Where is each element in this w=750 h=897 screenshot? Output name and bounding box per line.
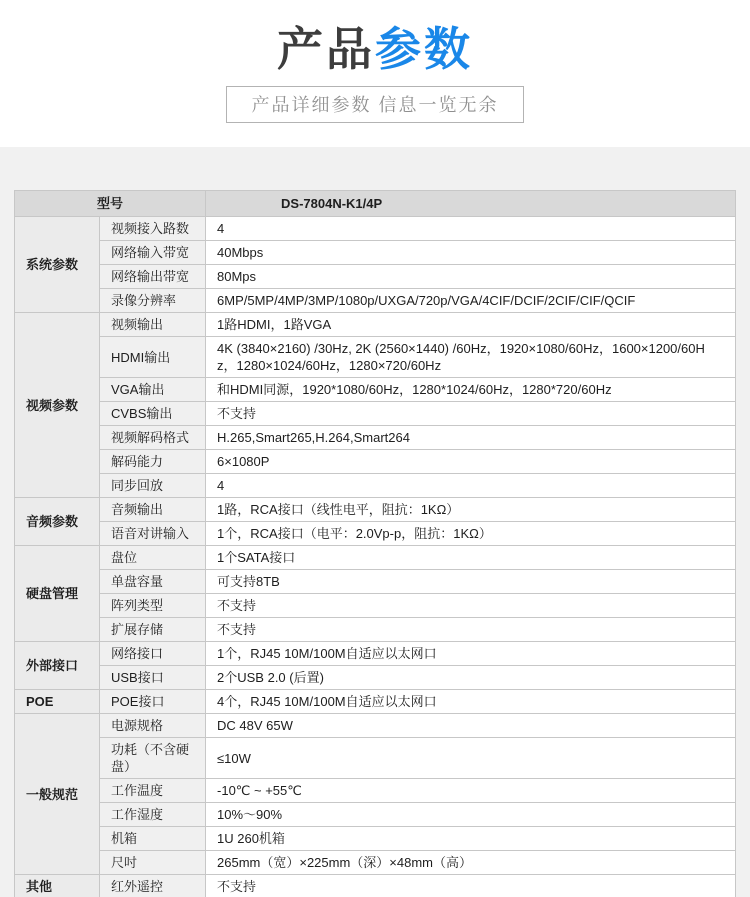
- param-name-cell: 阵列类型: [100, 594, 206, 618]
- spec-row: [15, 450, 736, 474]
- param-value-cell: 1个，RCA接口（电平：2.0Vp-p，阻抗：1KΩ）: [206, 522, 736, 546]
- param-value-cell: 40Mbps: [206, 241, 736, 265]
- param-name-cell: 机箱: [100, 827, 206, 851]
- spec-row: [15, 217, 736, 241]
- spec-row: [15, 803, 736, 827]
- param-name-cell: 电源规格: [100, 714, 206, 738]
- param-name-cell: 录像分辨率: [100, 289, 206, 313]
- param-value-cell: 265mm（宽）×225mm（深）×48mm（高）: [206, 851, 736, 875]
- param-value-cell: 4K (3840×2160) /30Hz, 2K (2560×1440) /60Hz，1920×1080/60Hz，1600×1200/60Hz，1280×1024/60Hz，1280×720/60Hz: [206, 337, 736, 378]
- param-name-cell: 网络接口: [100, 642, 206, 666]
- param-value-cell: 80Mps: [206, 265, 736, 289]
- param-value-cell: 1U 260机箱: [206, 827, 736, 851]
- spec-row: [15, 666, 736, 690]
- model-label-cell: 型号: [15, 191, 206, 217]
- spec-row: [15, 426, 736, 450]
- param-name-cell: 红外遥控: [100, 875, 206, 897]
- spec-row: [15, 642, 736, 666]
- param-name-cell: 功耗（不含硬盘）: [100, 738, 206, 779]
- category-cell: 视频参数: [15, 313, 100, 498]
- param-name-cell: 工作湿度: [100, 803, 206, 827]
- spec-row: [15, 618, 736, 642]
- page-title-blue-part: 参数: [375, 23, 473, 75]
- category-cell: 外部接口: [15, 642, 100, 690]
- param-name-cell: CVBS输出: [100, 402, 206, 426]
- param-value-cell: 1个SATA接口: [206, 546, 736, 570]
- param-name-cell: 视频接入路数: [100, 217, 206, 241]
- spec-table: [14, 190, 736, 897]
- spec-row: [15, 594, 736, 618]
- param-name-cell: 网络输出带宽: [100, 265, 206, 289]
- param-name-cell: 盘位: [100, 546, 206, 570]
- param-value-cell: 和HDMI同源，1920*1080/60Hz，1280*1024/60Hz，1280*720/60Hz: [206, 378, 736, 402]
- param-value-cell: DC 48V 65W: [206, 714, 736, 738]
- page-title: [0, 24, 750, 75]
- spec-row: [15, 289, 736, 313]
- param-value-cell: H.265,Smart265,H.264,Smart264: [206, 426, 736, 450]
- page-title-dark-part: 产品: [277, 23, 375, 75]
- hero-section: [0, 0, 750, 147]
- spec-row: [15, 570, 736, 594]
- param-name-cell: 单盘容量: [100, 570, 206, 594]
- param-name-cell: 语音对讲输入: [100, 522, 206, 546]
- param-value-cell: ≤10W: [206, 738, 736, 779]
- param-value-cell: 不支持: [206, 618, 736, 642]
- spec-row: [15, 498, 736, 522]
- category-cell: POE: [15, 690, 100, 714]
- param-name-cell: 音频输出: [100, 498, 206, 522]
- spec-row: [15, 827, 736, 851]
- param-name-cell: 工作温度: [100, 779, 206, 803]
- spec-row: [15, 402, 736, 426]
- param-value-cell: 1个，RJ45 10M/100M自适应以太网口: [206, 642, 736, 666]
- spec-row: [15, 738, 736, 779]
- category-cell: 音频参数: [15, 498, 100, 546]
- model-value-cell: DS-7804N-K1/4P: [206, 191, 736, 217]
- param-name-cell: 扩展存储: [100, 618, 206, 642]
- spec-row: [15, 546, 736, 570]
- spec-row: [15, 265, 736, 289]
- param-value-cell: 1路，RCA接口（线性电平，阻抗：1KΩ）: [206, 498, 736, 522]
- spec-row: [15, 779, 736, 803]
- param-name-cell: HDMI输出: [100, 337, 206, 378]
- param-value-cell: 不支持: [206, 594, 736, 618]
- spec-row: [15, 851, 736, 875]
- param-value-cell: 4: [206, 217, 736, 241]
- param-value-cell: 可支持8TB: [206, 570, 736, 594]
- param-name-cell: 尺吋: [100, 851, 206, 875]
- category-cell: 硬盘管理: [15, 546, 100, 642]
- spec-row: [15, 378, 736, 402]
- spec-row: [15, 690, 736, 714]
- category-cell: 系统参数: [15, 217, 100, 313]
- spec-row: [15, 474, 736, 498]
- param-value-cell: 1路HDMI，1路VGA: [206, 313, 736, 337]
- spec-row: [15, 337, 736, 378]
- model-header-row: [15, 191, 736, 217]
- category-cell: 一般规范: [15, 714, 100, 875]
- param-name-cell: 同步回放: [100, 474, 206, 498]
- param-value-cell: 不支持: [206, 875, 736, 897]
- spec-row: [15, 241, 736, 265]
- subtitle-text: 产品详细参数 信息一览无余: [251, 94, 499, 115]
- category-cell: 其他: [15, 875, 100, 897]
- param-name-cell: 网络输入带宽: [100, 241, 206, 265]
- spec-section: [0, 147, 750, 897]
- param-value-cell: 6MP/5MP/4MP/3MP/1080p/UXGA/720p/VGA/4CIF/DCIF/2CIF/CIF/QCIF: [206, 289, 736, 313]
- spec-row: [15, 313, 736, 337]
- param-name-cell: USB接口: [100, 666, 206, 690]
- param-name-cell: VGA输出: [100, 378, 206, 402]
- param-value-cell: 4: [206, 474, 736, 498]
- param-name-cell: POE接口: [100, 690, 206, 714]
- param-name-cell: 视频解码格式: [100, 426, 206, 450]
- subtitle-box: [226, 86, 524, 123]
- spec-row: [15, 522, 736, 546]
- param-name-cell: 解码能力: [100, 450, 206, 474]
- spec-row: [15, 714, 736, 738]
- spec-row: [15, 875, 736, 897]
- param-value-cell: -10℃ ~ +55℃: [206, 779, 736, 803]
- param-value-cell: 不支持: [206, 402, 736, 426]
- param-name-cell: 视频输出: [100, 313, 206, 337]
- param-value-cell: 10%～90%: [206, 803, 736, 827]
- param-value-cell: 4个，RJ45 10M/100M自适应以太网口: [206, 690, 736, 714]
- param-value-cell: 2个USB 2.0 (后置): [206, 666, 736, 690]
- param-value-cell: 6×1080P: [206, 450, 736, 474]
